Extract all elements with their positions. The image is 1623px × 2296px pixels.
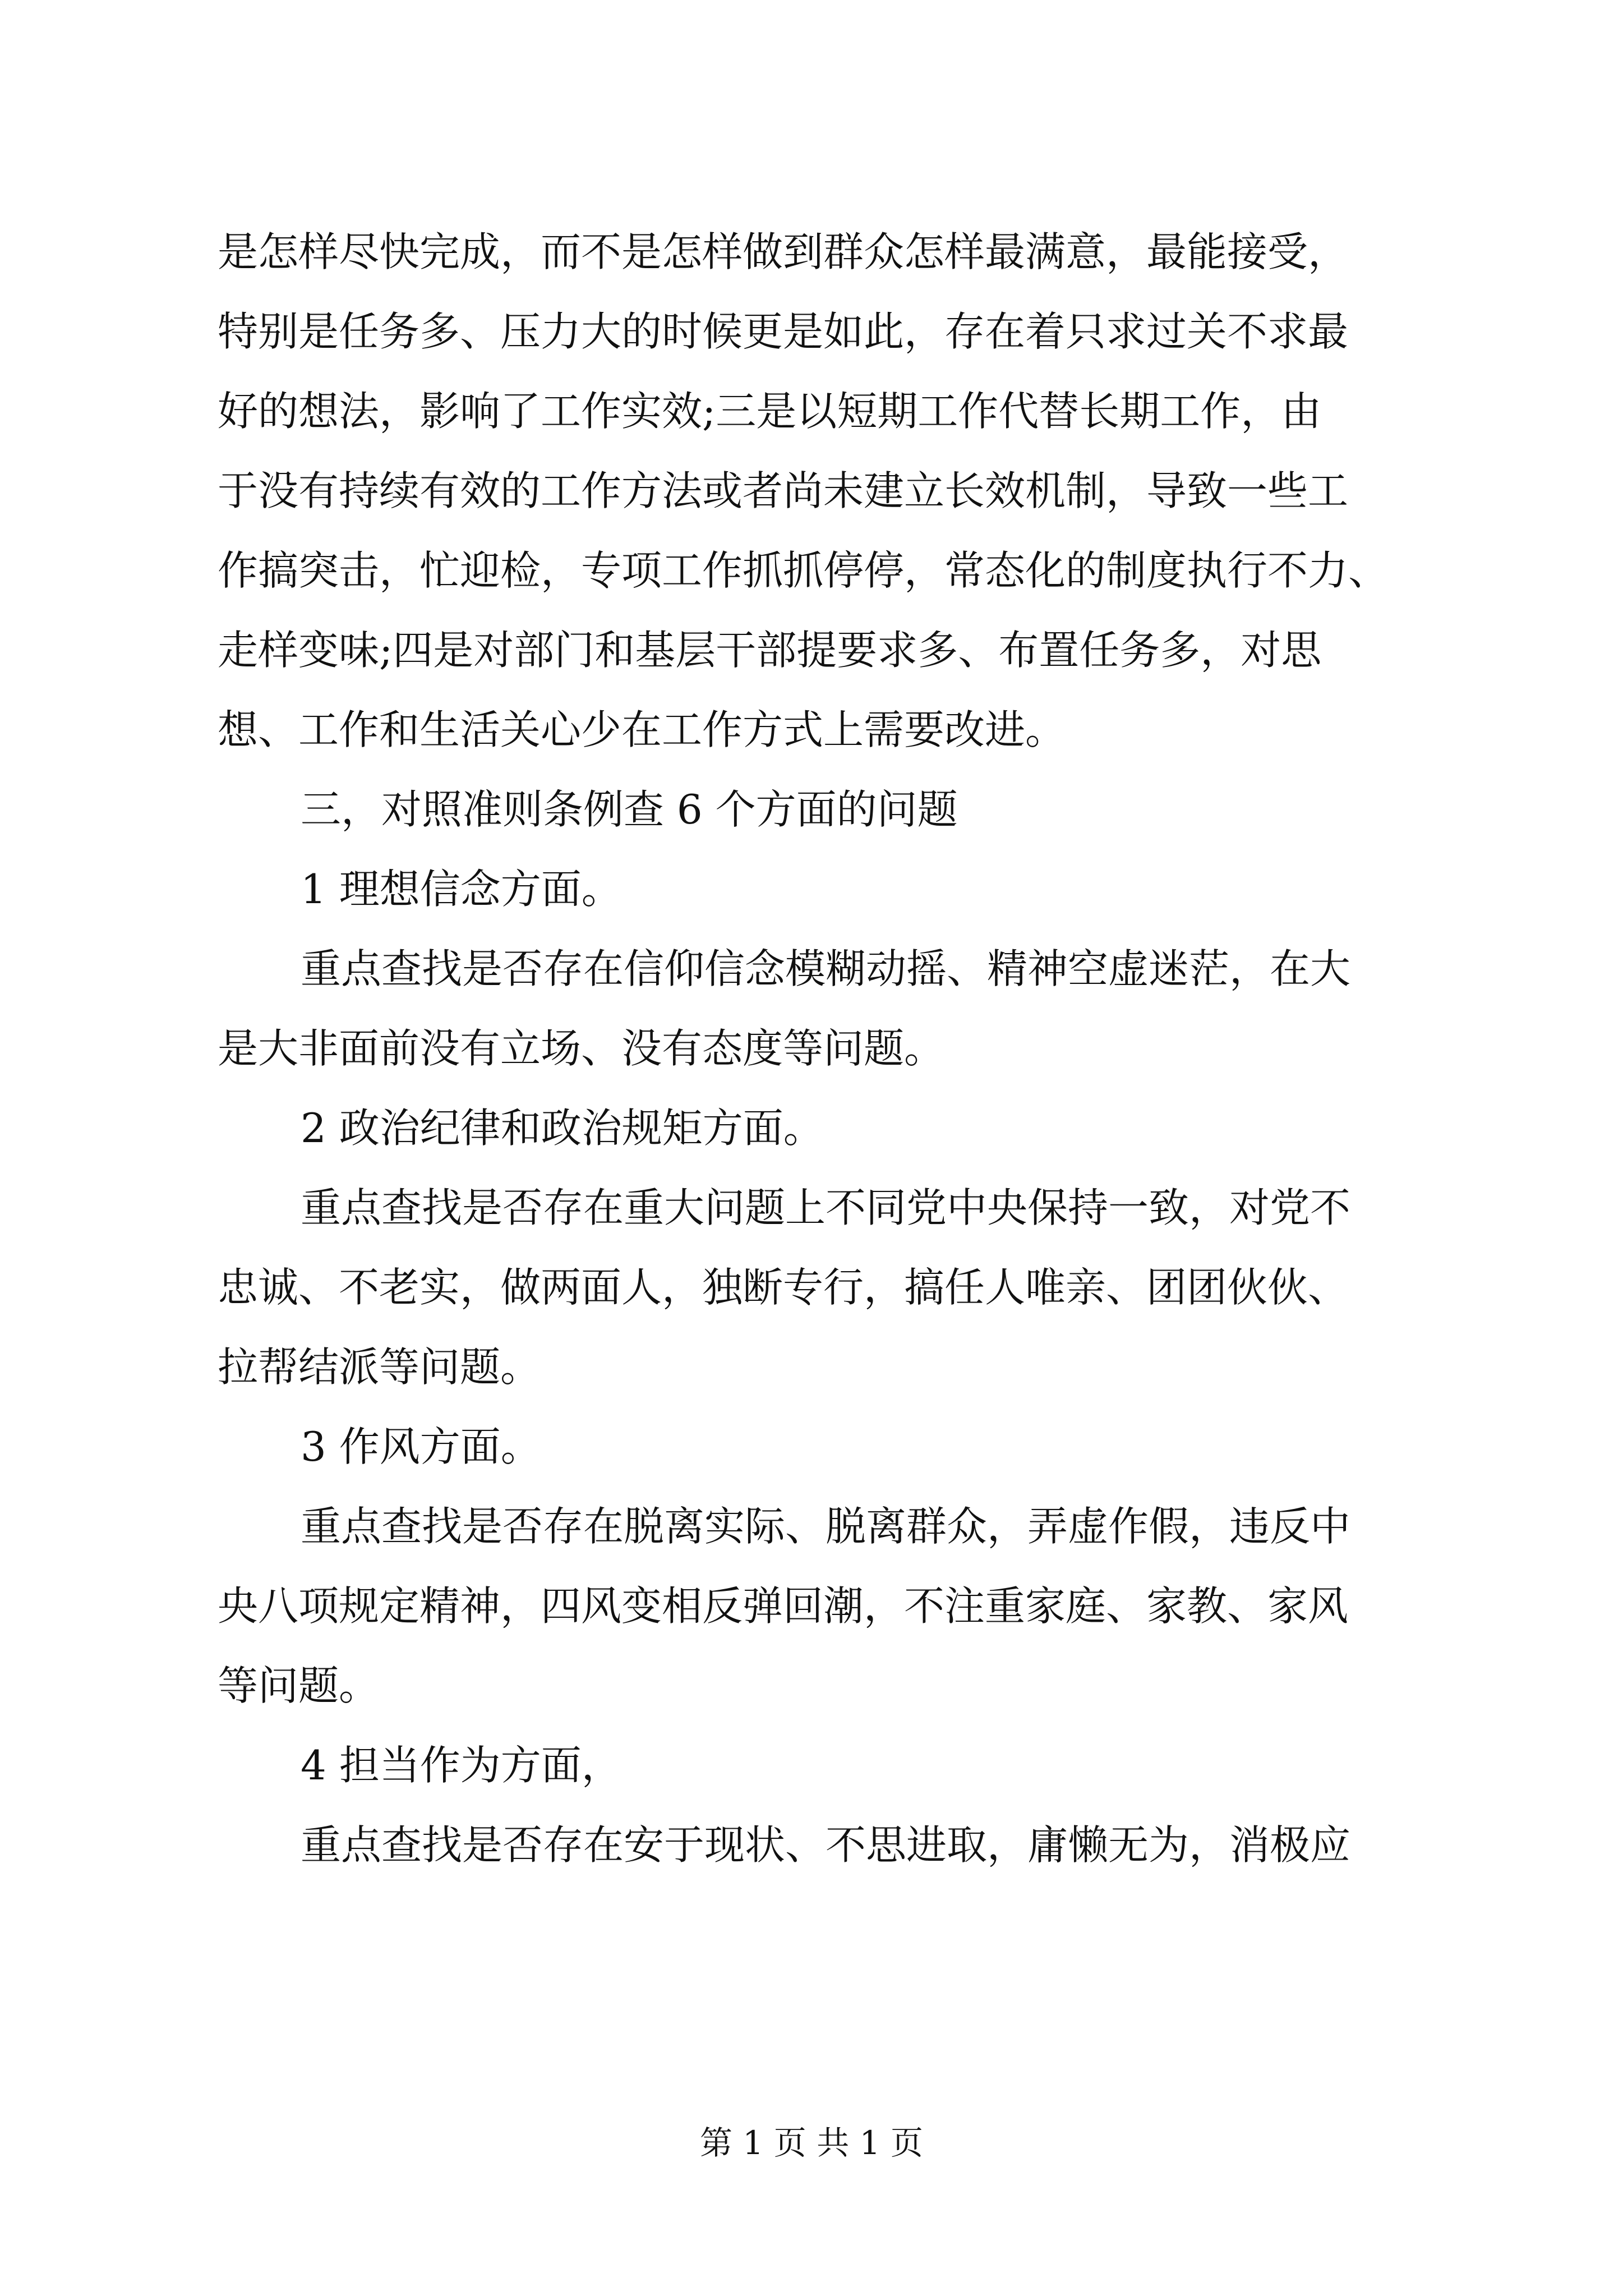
text-line-6: 走样变味;四是对部门和基层干部提要求多、布置任务多，对思 <box>218 627 1322 674</box>
text-line-18: 央八项规定精神，四风变相反弹回潮，不注重家庭、家教、家风 <box>218 1582 1349 1630</box>
document-body <box>218 212 1418 1885</box>
item-heading-3: 3 作风方面。 <box>301 1423 541 1470</box>
text-line-17: 重点查找是否存在脱离实际、脱离群众，弄虚作假，违反中 <box>301 1503 1351 1550</box>
text-line-15: 拉帮结派等问题。 <box>218 1343 541 1391</box>
text-line-11: 是大非面前没有立场、没有态度等问题。 <box>218 1025 945 1072</box>
text-line-10: 重点查找是否存在信仰信念模糊动摇、精神空虚迷茫，在大 <box>301 945 1351 992</box>
text-line-2: 特别是任务多、压力大的时候更是如此，存在着只求过关不求最 <box>218 308 1349 355</box>
text-line-14: 忠诚、不老实，做两面人，独断专行，搞任人唯亲、团团伙伙、 <box>218 1264 1349 1311</box>
text-line-13: 重点查找是否存在重大问题上不同党中央保持一致，对党不 <box>301 1184 1351 1231</box>
text-line-1: 是怎样尽快完成，而不是怎样做到群众怎样最满意，最能接受， <box>218 228 1349 275</box>
section-heading: 三，对照准则条例查 6 个方面的问题 <box>301 786 958 833</box>
item-heading-4: 4 担当作为方面， <box>301 1742 622 1789</box>
text-line-21: 重点查找是否存在安于现状、不思进取，庸懒无为，消极应 <box>301 1821 1351 1869</box>
item-heading-1: 1 理想信念方面。 <box>301 866 622 913</box>
text-line-4: 于没有持续有效的工作方法或者尚未建立长效机制，导致一些工 <box>218 467 1349 514</box>
page-footer: 第 1 页 共 1 页 <box>700 2124 923 2162</box>
item-heading-2: 2 政治纪律和政治规矩方面。 <box>301 1105 824 1152</box>
text-line-7: 想、工作和生活关心少在工作方式上需要改进。 <box>218 706 1066 753</box>
text-line-3: 好的想法，影响了工作实效;三是以短期工作代替长期工作，由 <box>218 388 1322 435</box>
text-line-19: 等问题。 <box>218 1662 380 1709</box>
text-line-5: 作搞突击，忙迎检，专项工作抓抓停停，常态化的制度执行不力、 <box>218 547 1389 594</box>
